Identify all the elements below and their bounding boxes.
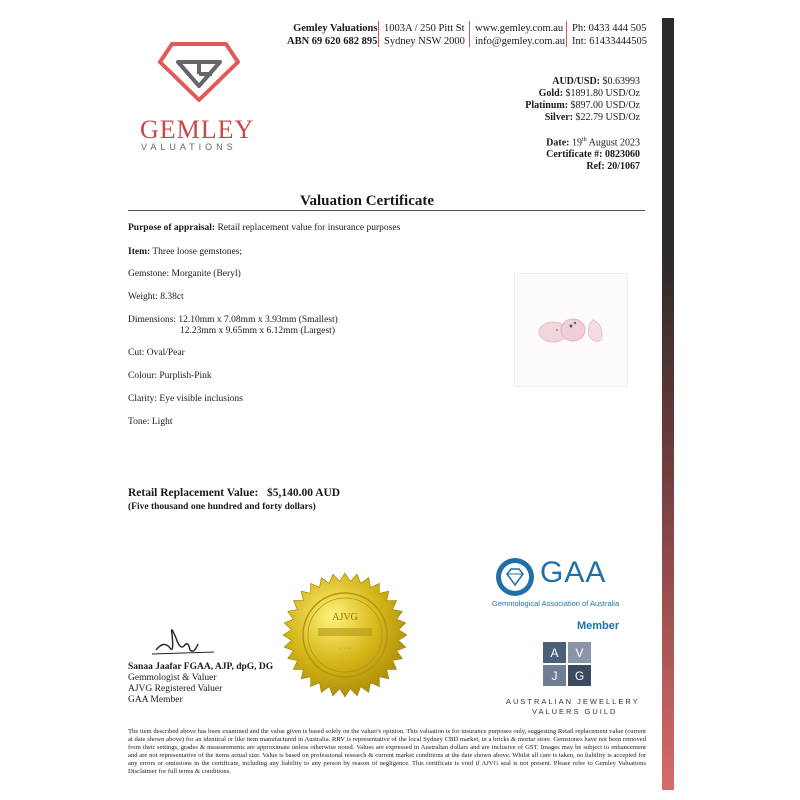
tone-field: Tone: Light — [128, 417, 173, 427]
header-divider — [566, 21, 567, 47]
signature-icon — [150, 620, 220, 660]
clarity-field: Clarity: Eye visible inclusions — [128, 394, 243, 404]
company-block — [287, 22, 377, 48]
gaa-logo-icon — [494, 556, 536, 598]
certificate-number: Certificate #: 0823060 — [546, 149, 640, 161]
phone-block — [572, 22, 647, 48]
gold-rate: Gold: $1891.80 USD/Oz — [538, 88, 640, 99]
certificate-meta — [546, 134, 640, 173]
signatory-block — [128, 662, 273, 706]
email-link[interactable]: info@gemley.com.au — [475, 36, 566, 47]
weight-field: Weight: 8.38ct — [128, 292, 184, 302]
platinum-rate: Platinum: $897.00 USD/Oz — [525, 100, 640, 111]
svg-text:· · ·: · · · — [339, 645, 351, 652]
item-field: Item: Three loose gemstones; — [128, 247, 243, 257]
ajvg-letter: A — [543, 642, 566, 663]
signatory-membership: GAA Member — [128, 695, 183, 705]
signatory-registration: AJVG Registered Valuer — [128, 684, 223, 694]
market-rates — [525, 76, 640, 124]
gemstone-photo — [514, 273, 628, 387]
ajvg-logo — [543, 642, 593, 686]
ajvg-letter: J — [543, 665, 566, 686]
header-divider — [469, 21, 470, 47]
dimensions-field: Dimensions: 12.10mm x 7.08mm x 3.93mm (Smallest) — [128, 315, 338, 325]
gaa-fullname: Gemmological Association of Australia — [492, 599, 620, 608]
svg-text:AJVG: AJVG — [332, 612, 358, 623]
web-block — [475, 22, 565, 48]
gemley-logo-icon — [158, 40, 240, 104]
gaa-wordmark: GAA — [540, 556, 607, 589]
retail-value-words: (Five thousand one hundred and forty dollars) — [128, 502, 316, 512]
page-title: Valuation Certificate — [300, 193, 435, 209]
address-line-1: 1003A / 250 Pitt St — [384, 23, 465, 34]
dimensions-field-2: 12.23mm x 9.65mm x 6.12mm (Largest) — [180, 326, 335, 336]
purpose-field: Purpose of appraisal: Retail replacement value for insurance purposes — [128, 223, 401, 233]
silver-rate: Silver: $22.79 USD/Oz — [544, 112, 640, 123]
title-divider — [128, 210, 645, 211]
certificate-date: Date: 19th August 2023 — [546, 137, 640, 149]
signatory-name: Sanaa Jaafar FGAA, AJP, dpG, DG — [128, 662, 274, 672]
retail-value-amount: $5,140.00 AUD — [266, 487, 341, 499]
brand-name: GEMLEY — [140, 115, 255, 144]
ajvg-letter: V — [568, 642, 591, 663]
website-link[interactable]: www.gemley.com.au — [475, 23, 564, 34]
ajvg-seal-icon — [282, 572, 408, 698]
intl-phone-number: Int: 61433444505 — [572, 36, 647, 47]
gemstone-field: Gemstone: Morganite (Beryl) — [128, 269, 241, 279]
certificate-ref: Ref: 20/1067 — [586, 161, 640, 173]
retail-value: Retail Replacement Value: $5,140.00 AUD — [128, 487, 341, 499]
company-name: Gemley Valuations — [293, 23, 378, 34]
brand-tagline: VALUATIONS — [141, 142, 237, 152]
colour-field: Colour: Purplish-Pink — [128, 371, 212, 381]
disclaimer-text: The item described above has been examined and the value given is based solely on the valuer's opinion. This valuation is for insurance purposes only, suggesting Retail replacement value (current at date shown above) for an identical or like item manufactured in Australia. RRV is representative of the local Sydney CBD market, in a bricks & mortar store. Gemstones have not been removed from their settings, grades & measurements are approximate unless otherwise noted. Values are expressed in Australian dollars and are inclusive of GST. Images may be subject to enhancement and are not representative of the items actual size. Value is based on professional research & current market conditions at the date shown above. Whilst all care is taken, no liability is accepted for any errors or omissions in the certificate, including any liability to any person by reason of negligence. This certificate is void if AJVG seal is not present. Please refer to Gemley Valuations Disclaimer for full terms & conditions. — [128, 728, 646, 775]
signatory-title: Gemmologist & Valuer — [128, 673, 217, 683]
ajvg-name-line-2: VALUERS GUILD — [532, 707, 618, 716]
address-block — [384, 22, 465, 48]
phone-number: Ph: 0433 444 505 — [572, 23, 647, 34]
address-line-2: Sydney NSW 2000 — [384, 36, 465, 47]
cut-field: Cut: Oval/Pear — [128, 348, 185, 358]
company-abn: ABN 69 620 682 895 — [287, 36, 378, 47]
header-divider — [378, 21, 379, 47]
ajvg-letter: G — [568, 665, 591, 686]
decorative-sidebar — [662, 18, 674, 790]
ajvg-name-line-1: AUSTRALIAN JEWELLERY — [506, 697, 640, 706]
gemstone-image-icon — [515, 274, 627, 386]
aud-rate: AUD/USD: $0.63993 — [552, 76, 640, 87]
gaa-member-label: Member — [577, 620, 620, 632]
